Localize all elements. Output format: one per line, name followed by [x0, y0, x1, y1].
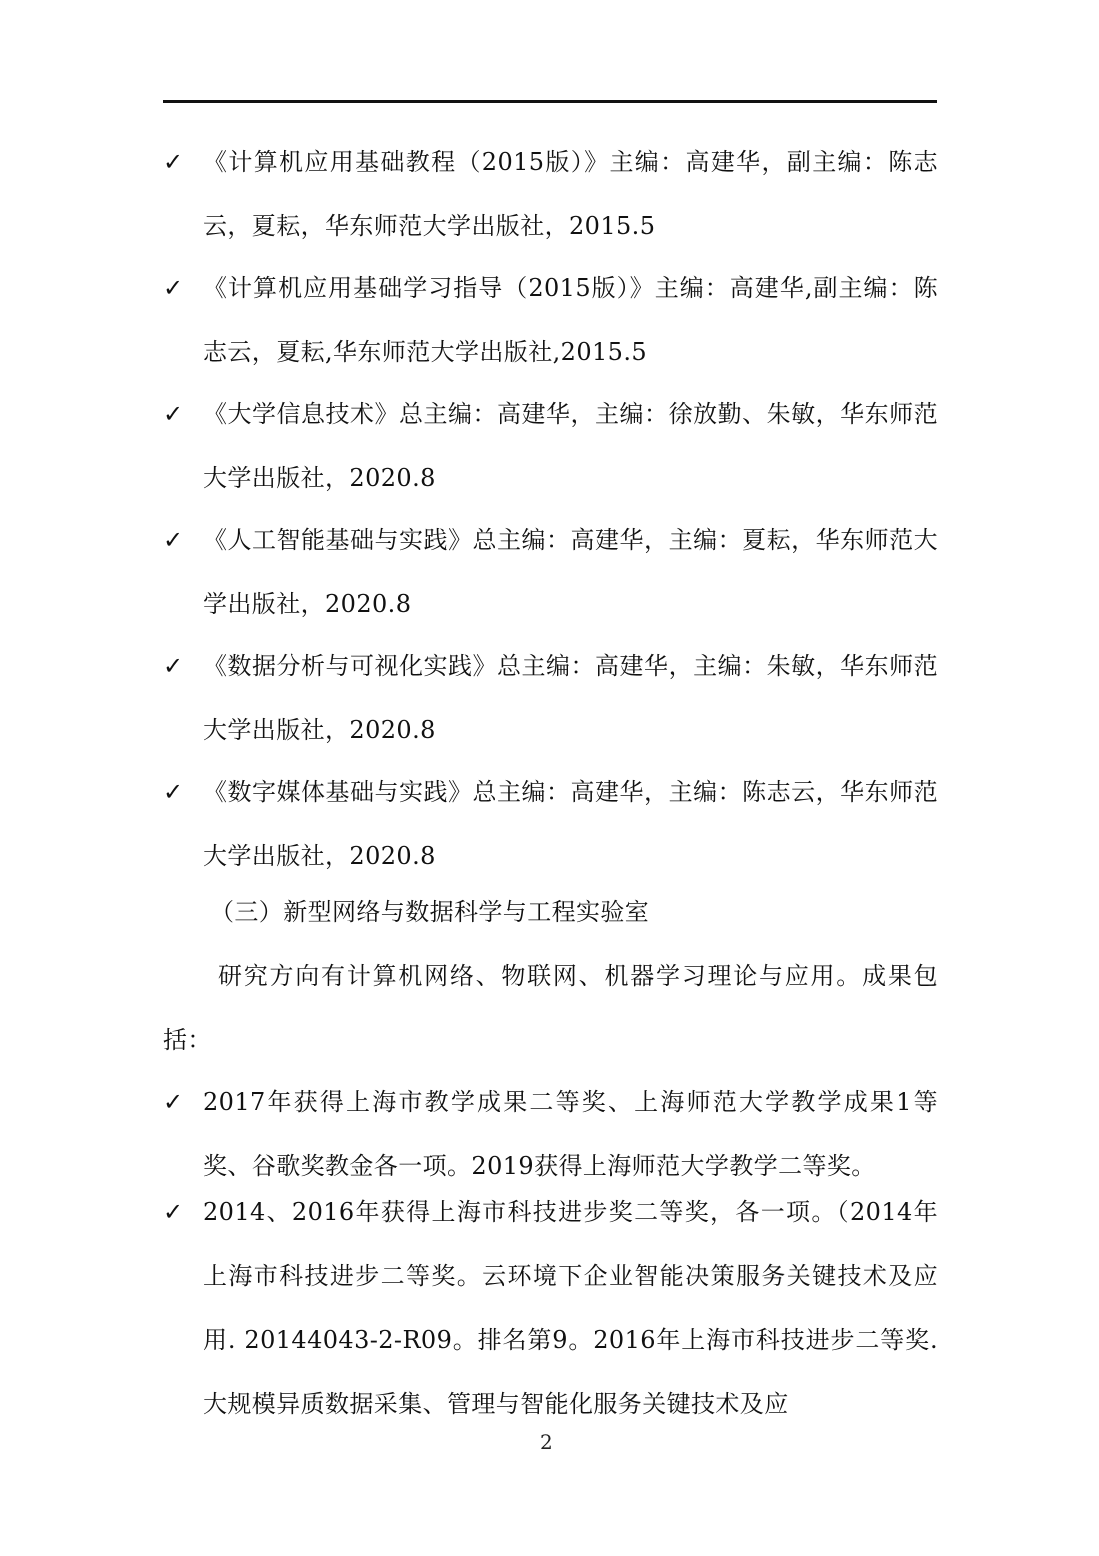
check-icon: ✓: [163, 526, 184, 554]
check-icon: ✓: [163, 148, 184, 176]
textbook-item: [163, 760, 938, 888]
intro-paragraph: 研究方向有计算机网络、物联网、机器学习理论与应用。成果包括：: [163, 962, 938, 1054]
textbook-text: 《数据分析与可视化实践》总主编：高建华，主编：朱敏，华东师范大学出版社，2020.8: [203, 652, 938, 744]
textbook-text: 《计算机应用基础教程（2015版）》主编：高建华，副主编：陈志云，夏耘，华东师范大学出版社，2015.5: [203, 148, 938, 240]
textbook-item: [163, 256, 938, 384]
achievement-text: 2017年获得上海市教学成果二等奖、上海师范大学教学成果1等奖、谷歌奖教金各一项。2019获得上海师范大学教学二等奖。: [203, 1088, 938, 1180]
section-heading: （三）新型网络与数据科学与工程实验室: [210, 898, 650, 926]
header-rule: [163, 100, 937, 103]
achievement-item: [163, 1180, 938, 1436]
textbook-text: 《大学信息技术》总主编：高建华，主编：徐放勤、朱敏，华东师范大学出版社，2020.8: [203, 400, 938, 492]
textbook-item: [163, 508, 938, 636]
check-icon: ✓: [163, 400, 184, 428]
check-icon: ✓: [163, 1198, 184, 1226]
page-number: 2: [540, 1430, 553, 1454]
textbook-text: 《计算机应用基础学习指导（2015版）》主编：高建华,副主编：陈志云，夏耘,华东师范大学出版社,2015.5: [203, 274, 938, 366]
check-icon: ✓: [163, 778, 184, 806]
textbook-text: 《人工智能基础与实践》总主编：高建华，主编：夏耘，华东师范大学出版社，2020.8: [203, 526, 938, 618]
textbook-item: [163, 382, 938, 510]
textbook-item: [163, 634, 938, 762]
check-icon: ✓: [163, 274, 184, 302]
textbook-item: [163, 130, 938, 258]
check-icon: ✓: [163, 652, 184, 680]
textbook-text: 《数字媒体基础与实践》总主编：高建华，主编：陈志云，华东师范大学出版社，2020.8: [203, 778, 938, 870]
achievement-text: 2014、2016年获得上海市科技进步奖二等奖，各一项。（2014年上海市科技进步二等奖。云环境下企业智能决策服务关键技术及应用. 20144043-2-R09。排名第9。2016年上海市科技进步二等奖.大规模异质数据采集、管理与智能化服务关键技术及应: [203, 1198, 938, 1418]
achievement-item: [163, 1070, 938, 1198]
check-icon: ✓: [163, 1088, 184, 1116]
